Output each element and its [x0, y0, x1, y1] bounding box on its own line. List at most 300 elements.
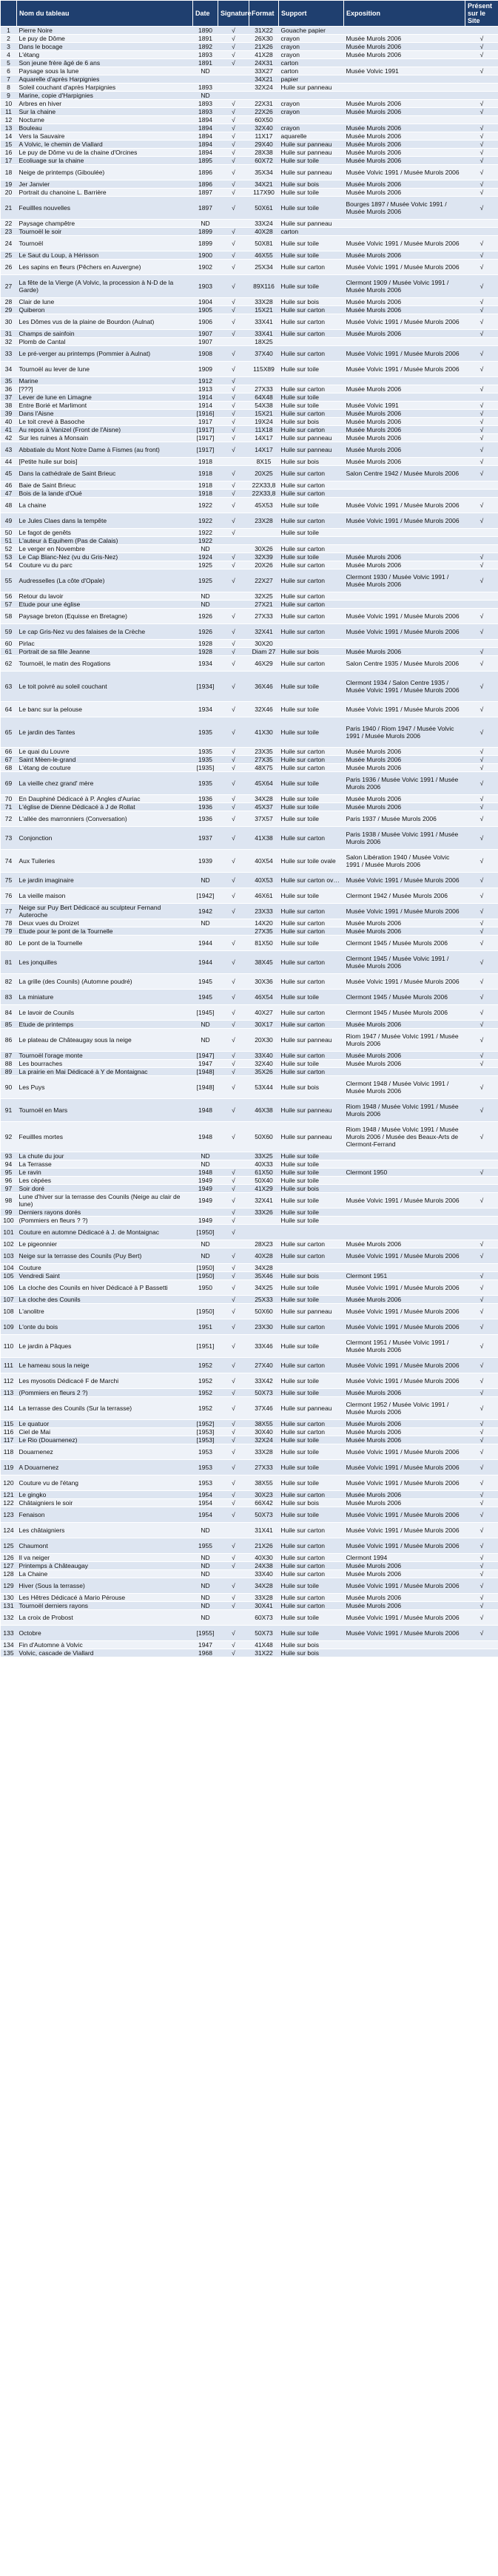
cell-date: ND	[193, 1160, 218, 1169]
cell-title: La miniature	[17, 990, 193, 1005]
cell-signature: √	[218, 569, 249, 592]
cell-on-site: √	[465, 1610, 498, 1626]
cell-row-number: 8	[1, 84, 17, 92]
cell-date: ND	[193, 592, 218, 601]
cell-row-number: 63	[1, 672, 17, 702]
cell-support: Huile sur carton	[279, 545, 344, 553]
cell-title: Châtaigniers le soir	[17, 1499, 193, 1507]
cell-exposition: Musée Volvic 1991 / Musée Murols 2006	[344, 236, 465, 251]
cell-exposition	[344, 92, 465, 100]
cell-format: 21X26	[249, 1538, 279, 1554]
cell-date: ND	[193, 67, 218, 75]
cell-on-site: √	[465, 1052, 498, 1060]
table-row	[1, 1649, 498, 1657]
cell-on-site	[465, 338, 498, 346]
cell-exposition: Clermont 1930 / Musée Volvic 1991 / Musée Murols 2006	[344, 569, 465, 592]
cell-on-site: √	[465, 888, 498, 904]
table-row	[1, 1169, 498, 1177]
cell-exposition: Musée Volvic 1991 / Musée Murols 2006	[344, 873, 465, 888]
cell-signature: √	[218, 27, 249, 35]
cell-format: 32X41	[249, 624, 279, 640]
cell-date: ND	[193, 1570, 218, 1578]
cell-title: Entre Borié et Marlimont	[17, 402, 193, 410]
cell-format: Diam 27	[249, 648, 279, 656]
cell-title: Neige de printemps (Giboulée)	[17, 165, 193, 180]
cell-format: 66X42	[249, 1499, 279, 1507]
cell-format: 30X23	[249, 1491, 279, 1499]
cell-signature: √	[218, 1208, 249, 1217]
cell-signature: √	[218, 1319, 249, 1335]
cell-signature	[218, 67, 249, 75]
cell-date: [1953]	[193, 1428, 218, 1436]
cell-on-site	[465, 1152, 498, 1160]
cell-signature: √	[218, 362, 249, 377]
cell-support: Huile sur carton	[279, 1523, 344, 1538]
cell-support: crayon	[279, 100, 344, 108]
cell-title: L'étang	[17, 51, 193, 59]
cell-on-site: √	[465, 1248, 498, 1264]
cell-on-site: √	[465, 442, 498, 458]
cell-signature: √	[218, 228, 249, 236]
cell-signature: √	[218, 1005, 249, 1021]
cell-row-number: 47	[1, 490, 17, 498]
cell-signature	[218, 592, 249, 601]
cell-support: Huile sur carton	[279, 260, 344, 275]
table-row	[1, 1029, 498, 1052]
cell-on-site	[465, 481, 498, 490]
cell-format: 29X40	[249, 141, 279, 149]
cell-signature: √	[218, 1193, 249, 1208]
cell-support: Huile sur carton	[279, 1052, 344, 1060]
cell-title: La vieille chez grand' mère	[17, 772, 193, 795]
table-row	[1, 756, 498, 764]
cell-support: crayon	[279, 43, 344, 51]
cell-format: 34X28	[249, 795, 279, 803]
table-row	[1, 157, 498, 165]
cell-date: 1925	[193, 569, 218, 592]
table-row	[1, 592, 498, 601]
cell-exposition	[344, 1225, 465, 1240]
table-row	[1, 702, 498, 717]
cell-row-number: 19	[1, 180, 17, 189]
cell-signature: √	[218, 656, 249, 672]
cell-date: ND	[193, 545, 218, 553]
cell-title: Le quatuor	[17, 1420, 193, 1428]
cell-signature	[218, 75, 249, 84]
cell-date: 1913	[193, 385, 218, 393]
header-number	[1, 1, 17, 27]
cell-format: 50X40	[249, 1177, 279, 1185]
cell-date: 1918	[193, 458, 218, 466]
cell-support: Huile sur carton	[279, 624, 344, 640]
cell-signature: √	[218, 1304, 249, 1319]
cell-date: 1892	[193, 43, 218, 51]
table-row	[1, 1296, 498, 1304]
cell-row-number: 79	[1, 927, 17, 936]
cell-on-site: √	[465, 298, 498, 306]
cell-on-site: √	[465, 1420, 498, 1428]
cell-signature: √	[218, 466, 249, 481]
cell-title: Soir doré	[17, 1185, 193, 1193]
table-row	[1, 1304, 498, 1319]
cell-date: 1968	[193, 1649, 218, 1657]
cell-date: 1900	[193, 251, 218, 260]
cell-row-number: 25	[1, 251, 17, 260]
cell-exposition	[344, 75, 465, 84]
cell-row-number: 110	[1, 1335, 17, 1358]
cell-on-site: √	[465, 51, 498, 59]
cell-format	[249, 537, 279, 545]
cell-signature	[218, 1570, 249, 1578]
cell-support: Huile sur panneau	[279, 149, 344, 157]
cell-support: Huile sur carton	[279, 410, 344, 418]
cell-row-number: 11	[1, 108, 17, 116]
header-row	[1, 1, 498, 27]
cell-format: 35X46	[249, 1272, 279, 1280]
table-row	[1, 236, 498, 251]
cell-signature	[218, 84, 249, 92]
cell-support: Huile sur carton	[279, 748, 344, 756]
cell-on-site: √	[465, 124, 498, 132]
table-row	[1, 434, 498, 442]
cell-row-number: 117	[1, 1436, 17, 1444]
cell-format: 38X55	[249, 1420, 279, 1428]
cell-date: ND	[193, 1602, 218, 1610]
cell-exposition: Musée Murols 2006	[344, 180, 465, 189]
table-row	[1, 1060, 498, 1068]
cell-signature: √	[218, 1428, 249, 1436]
cell-title: Aux Tuileries	[17, 850, 193, 873]
cell-support: Huile sur carton	[279, 481, 344, 490]
cell-format: 33X28	[249, 1444, 279, 1460]
cell-title: Neige sur la terrasse des Counils (Puy Bert)	[17, 1248, 193, 1264]
cell-exposition: Musée Murols 2006	[344, 1499, 465, 1507]
cell-row-number: 34	[1, 362, 17, 377]
cell-row-number: 27	[1, 275, 17, 298]
cell-exposition: Musée Volvic 1991 / Musée Murols 2006	[344, 1538, 465, 1554]
table-row	[1, 67, 498, 75]
cell-exposition: Musée Murols 2006	[344, 1491, 465, 1499]
cell-format: 24X31	[249, 59, 279, 67]
table-row	[1, 1005, 498, 1021]
cell-support: Huile sur carton	[279, 1319, 344, 1335]
cell-row-number: 59	[1, 624, 17, 640]
table-row	[1, 888, 498, 904]
cell-support: Huile sur carton	[279, 1554, 344, 1562]
cell-exposition: Musée Murols 2006	[344, 251, 465, 260]
cell-row-number: 44	[1, 458, 17, 466]
cell-format: 33X40	[249, 1052, 279, 1060]
cell-date: [1953]	[193, 1436, 218, 1444]
cell-date: 1954	[193, 1491, 218, 1499]
table-row	[1, 1610, 498, 1626]
table-row	[1, 75, 498, 84]
cell-format: 33X41	[249, 330, 279, 338]
cell-exposition: Musée Murols 2006	[344, 108, 465, 116]
cell-signature: √	[218, 795, 249, 803]
cell-title: Les jonquilles	[17, 951, 193, 974]
cell-date: 1948	[193, 1099, 218, 1122]
cell-support: Huile sur bois	[279, 648, 344, 656]
cell-on-site: √	[465, 498, 498, 513]
cell-row-number: 2	[1, 35, 17, 43]
cell-format: 35X34	[249, 165, 279, 180]
cell-signature: √	[218, 306, 249, 314]
cell-title: Le gingko	[17, 1491, 193, 1499]
cell-support: Huile sur toile	[279, 1280, 344, 1296]
cell-support: Huile sur carton	[279, 1594, 344, 1602]
table-row	[1, 529, 498, 537]
cell-exposition: Musée Murols 2006	[344, 418, 465, 426]
cell-on-site: √	[465, 67, 498, 75]
cell-date: [1934]	[193, 672, 218, 702]
cell-signature: √	[218, 410, 249, 418]
cell-exposition	[344, 481, 465, 490]
cell-row-number: 92	[1, 1122, 17, 1152]
cell-support: Huile sur toile	[279, 1436, 344, 1444]
table-row	[1, 553, 498, 561]
cell-date: 1942	[193, 904, 218, 919]
cell-exposition: Salon Libération 1940 / Musée Volvic 1991 / Musée Murols 2006	[344, 850, 465, 873]
cell-signature: √	[218, 624, 249, 640]
cell-exposition	[344, 59, 465, 67]
cell-support: Huile sur panneau	[279, 165, 344, 180]
cell-support: crayon	[279, 124, 344, 132]
cell-support: Huile sur bois	[279, 418, 344, 426]
cell-support: Huile sur carton	[279, 974, 344, 990]
table-row	[1, 1491, 498, 1499]
cell-support: Huile sur carton	[279, 1240, 344, 1248]
table-row	[1, 1641, 498, 1649]
cell-row-number: 16	[1, 149, 17, 157]
cell-format: 32X24	[249, 1436, 279, 1444]
table-row	[1, 498, 498, 513]
cell-date: ND	[193, 1029, 218, 1052]
table-row	[1, 377, 498, 385]
table-row	[1, 1248, 498, 1264]
cell-signature: √	[218, 756, 249, 764]
cell-date: 1935	[193, 772, 218, 795]
cell-exposition: Musée Volvic 1991 / Musée Murols 2006	[344, 1444, 465, 1460]
cell-exposition: Salon Centre 1942 / Musée Murols 2006	[344, 466, 465, 481]
table-row	[1, 640, 498, 648]
cell-date: 1914	[193, 393, 218, 402]
cell-signature: √	[218, 426, 249, 434]
cell-format: 15X21	[249, 306, 279, 314]
cell-row-number: 120	[1, 1475, 17, 1491]
cell-format: 21X26	[249, 43, 279, 51]
cell-signature	[218, 545, 249, 553]
cell-on-site: √	[465, 513, 498, 529]
cell-row-number: 77	[1, 904, 17, 919]
cell-support: papier	[279, 75, 344, 84]
cell-support: Huile sur carton	[279, 951, 344, 974]
cell-exposition: Musée Murols 2006	[344, 124, 465, 132]
cell-support: Huile sur panneau	[279, 1122, 344, 1152]
cell-date: [1945]	[193, 1005, 218, 1021]
cell-support: Huile sur bois	[279, 458, 344, 466]
cell-row-number: 130	[1, 1594, 17, 1602]
cell-title: Le jardin des Tantes	[17, 717, 193, 748]
table-body	[1, 27, 498, 1657]
cell-signature: √	[218, 1122, 249, 1152]
cell-on-site: √	[465, 1319, 498, 1335]
cell-row-number: 95	[1, 1169, 17, 1177]
cell-on-site: √	[465, 410, 498, 418]
cell-on-site	[465, 393, 498, 402]
cell-exposition	[344, 529, 465, 537]
cell-exposition: Clermont 1948 / Musée Volvic 1991 / Musée Murols 2006	[344, 1076, 465, 1099]
table-row	[1, 1319, 498, 1335]
cell-support	[279, 377, 344, 385]
cell-on-site: √	[465, 1428, 498, 1436]
cell-row-number: 107	[1, 1296, 17, 1304]
cell-on-site: √	[465, 197, 498, 220]
cell-format: 30X36	[249, 974, 279, 990]
cell-support	[279, 92, 344, 100]
cell-format: 45X64	[249, 772, 279, 795]
cell-support: Huile sur panneau	[279, 84, 344, 92]
cell-on-site: √	[465, 1436, 498, 1444]
cell-title: Etude de printemps	[17, 1021, 193, 1029]
table-row	[1, 59, 498, 67]
cell-signature: √	[218, 314, 249, 330]
cell-exposition: Riom 1948 / Musée Volvic 1991 / Musée Murols 2006	[344, 1099, 465, 1122]
cell-support: Huile sur toile	[279, 402, 344, 410]
cell-title: Printemps à Châteaugay	[17, 1562, 193, 1570]
cell-date: ND	[193, 1554, 218, 1562]
cell-row-number: 80	[1, 936, 17, 951]
cell-title: Portrait de sa fille Jeanne	[17, 648, 193, 656]
table-row	[1, 189, 498, 197]
cell-format: 11X17	[249, 132, 279, 141]
cell-on-site: √	[465, 927, 498, 936]
cell-title: Tournoël au lever de lune	[17, 362, 193, 377]
cell-title: Octobre	[17, 1626, 193, 1641]
cell-on-site: √	[465, 35, 498, 43]
cell-on-site: √	[465, 904, 498, 919]
cell-support: Huile sur carton	[279, 513, 344, 529]
cell-date	[193, 1296, 218, 1304]
table-row	[1, 141, 498, 149]
cell-on-site: √	[465, 1570, 498, 1578]
cell-exposition: Musée Volvic 1991 / Musée Murols 2006	[344, 513, 465, 529]
cell-title: Pirlac	[17, 640, 193, 648]
cell-on-site	[465, 75, 498, 84]
cell-exposition: Musée Murols 2006	[344, 1420, 465, 1428]
cell-on-site: √	[465, 1554, 498, 1562]
cell-format: 32X24	[249, 84, 279, 92]
cell-date: 1951	[193, 1319, 218, 1335]
cell-on-site	[465, 490, 498, 498]
cell-on-site: √	[465, 1122, 498, 1152]
cell-exposition: Musée Volvic 1991 / Musée Murols 2006	[344, 1373, 465, 1389]
cell-exposition	[344, 537, 465, 545]
cell-row-number: 31	[1, 330, 17, 338]
cell-row-number: 111	[1, 1358, 17, 1373]
cell-exposition: Musée Murols 2006	[344, 157, 465, 165]
cell-support: Huile sur toile	[279, 498, 344, 513]
cell-on-site: √	[465, 362, 498, 377]
cell-on-site	[465, 640, 498, 648]
cell-row-number: 108	[1, 1304, 17, 1319]
cell-row-number: 4	[1, 51, 17, 59]
cell-date	[193, 927, 218, 936]
cell-on-site: √	[465, 561, 498, 569]
cell-exposition: Musée Volvic 1991 / Musée Murols 2006	[344, 1475, 465, 1491]
cell-format: 50X60	[249, 1122, 279, 1152]
cell-title: Lune d'hiver sur la terrasse des Counils (Neige au clair de lune)	[17, 1193, 193, 1208]
cell-signature: √	[218, 1177, 249, 1185]
cell-exposition: Riom 1948 / Musée Volvic 1991 / Musée Murols 2006 / Musée des Beaux-Arts de Clermont-Ferrand	[344, 1122, 465, 1152]
cell-exposition: Musée Volvic 1991 / Musée Murols 2006	[344, 1578, 465, 1594]
cell-title: La terrasse des Counils (Sur la terrasse)	[17, 1397, 193, 1420]
cell-date: 1893	[193, 84, 218, 92]
cell-row-number: 33	[1, 346, 17, 362]
cell-row-number: 52	[1, 545, 17, 553]
cell-date: ND	[193, 220, 218, 228]
cell-title: Neige sur Puy Bert Dédicacé au sculpteur Fernand Auteroche	[17, 904, 193, 919]
cell-exposition: Musée Volvic 1991 / Musée Murols 2006	[344, 1507, 465, 1523]
cell-exposition	[344, 116, 465, 124]
cell-title: La chute du jour	[17, 1152, 193, 1160]
table-row	[1, 717, 498, 748]
cell-exposition: Clermont 1945 / Musée Murols 2006	[344, 936, 465, 951]
cell-title: En Dauphiné Dédicacé à P. Angles d'Auriac	[17, 795, 193, 803]
cell-signature: √	[218, 1562, 249, 1570]
cell-title: Volvic, cascade de Viallard	[17, 1649, 193, 1657]
table-row	[1, 1193, 498, 1208]
table-row	[1, 84, 498, 92]
cell-exposition	[344, 1177, 465, 1185]
cell-row-number: 91	[1, 1099, 17, 1122]
cell-exposition: Musée Murols 2006	[344, 748, 465, 756]
cell-format: 19X24	[249, 418, 279, 426]
cell-row-number: 99	[1, 1208, 17, 1217]
cell-on-site	[465, 601, 498, 609]
cell-title: Jer Janvier	[17, 180, 193, 189]
table-row	[1, 314, 498, 330]
cell-on-site: √	[465, 951, 498, 974]
cell-title: Nocturne	[17, 116, 193, 124]
cell-date: 1897	[193, 189, 218, 197]
cell-exposition	[344, 640, 465, 648]
cell-exposition: Musée Volvic 1991 / Musée Murols 2006	[344, 346, 465, 362]
cell-on-site: √	[465, 418, 498, 426]
cell-signature: √	[218, 803, 249, 811]
cell-on-site: √	[465, 1280, 498, 1296]
cell-exposition: Musée Murols 2006	[344, 1296, 465, 1304]
cell-exposition: Musée Volvic 1991 / Musée Murols 2006	[344, 1610, 465, 1626]
table-row	[1, 1217, 498, 1225]
cell-support: Huile sur carton	[279, 490, 344, 498]
cell-title: Tournoël	[17, 236, 193, 251]
table-row	[1, 385, 498, 393]
table-row	[1, 1594, 498, 1602]
cell-date: 1945	[193, 974, 218, 990]
cell-row-number: 86	[1, 1029, 17, 1052]
cell-date: 1922	[193, 513, 218, 529]
cell-on-site: √	[465, 330, 498, 338]
cell-row-number: 126	[1, 1554, 17, 1562]
cell-format: 22X26	[249, 108, 279, 116]
cell-signature	[218, 927, 249, 936]
cell-title: La chaine	[17, 498, 193, 513]
cell-format: 35X26	[249, 1068, 279, 1076]
table-row	[1, 306, 498, 314]
cell-row-number: 135	[1, 1649, 17, 1657]
cell-signature: √	[218, 553, 249, 561]
